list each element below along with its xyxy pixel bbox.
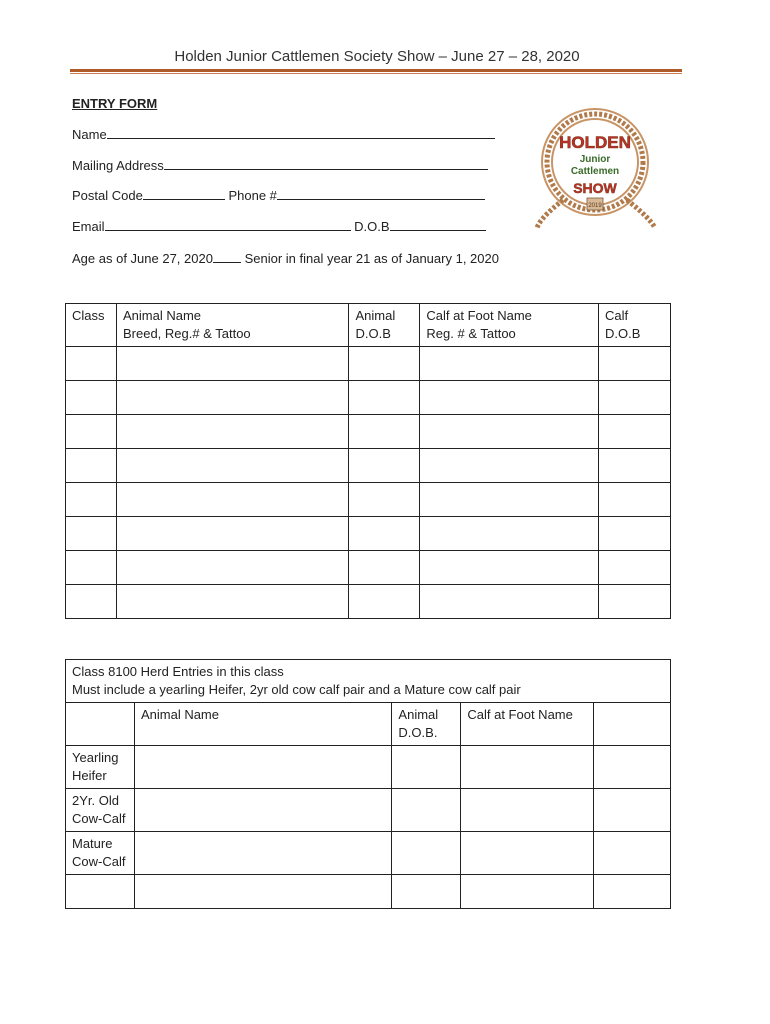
age-field[interactable]	[213, 250, 241, 263]
header-rule-thin	[70, 73, 682, 74]
header-calf-name: Calf at Foot Name Reg. # & Tattoo	[420, 304, 599, 347]
herd-row-yearling	[66, 746, 671, 789]
page-title: Holden Junior Cattlemen Society Show – June 27 – 28, 2020	[174, 48, 580, 65]
form-title: ENTRY FORM	[72, 96, 158, 111]
table-cell[interactable]	[116, 483, 348, 517]
logo-word-cattlemen: Cattlemen	[570, 166, 620, 177]
table-cell[interactable]	[420, 415, 599, 449]
table-cell[interactable]	[66, 449, 117, 483]
table-row	[66, 517, 671, 551]
table-cell[interactable]	[66, 483, 117, 517]
herd-header-empty	[66, 703, 135, 746]
herd-title: Class 8100 Herd Entries in this class Must include a yearling Heifer, 2yr old cow calf pair and a Mature cow calf pair	[66, 660, 671, 703]
table-row	[66, 483, 671, 517]
logo-word-holden: HOLDEN	[559, 133, 631, 152]
table-cell[interactable]	[66, 551, 117, 585]
dob-label: D.O.B	[354, 219, 390, 234]
table-cell[interactable]	[420, 585, 599, 619]
name-row	[72, 126, 495, 142]
header-animal-dob: Animal D.O.B	[349, 304, 420, 347]
table-cell[interactable]	[116, 551, 348, 585]
age-label: Age as of June 27, 2020	[72, 251, 213, 266]
table-cell[interactable]	[349, 551, 420, 585]
table-row	[66, 415, 671, 449]
table-cell[interactable]	[134, 875, 391, 909]
email-row	[72, 218, 486, 234]
table-cell[interactable]	[349, 347, 420, 381]
table-row	[66, 585, 671, 619]
table-cell[interactable]	[420, 347, 599, 381]
table-cell[interactable]	[461, 875, 594, 909]
herd-row-2yr	[66, 789, 671, 832]
table-cell[interactable]	[349, 415, 420, 449]
table-cell[interactable]	[420, 483, 599, 517]
table-cell[interactable]	[116, 517, 348, 551]
table-cell[interactable]	[420, 381, 599, 415]
table-cell[interactable]	[599, 449, 671, 483]
table-cell[interactable]	[66, 517, 117, 551]
table-cell[interactable]	[594, 832, 671, 875]
table-cell[interactable]	[66, 415, 117, 449]
herd-header-row	[66, 703, 671, 746]
logo-word-show: SHOW	[573, 180, 617, 196]
address-field[interactable]	[164, 157, 488, 170]
herd-title-row	[66, 660, 671, 703]
header-class: Class	[66, 304, 117, 347]
herd-table	[65, 659, 671, 909]
table-cell[interactable]	[392, 832, 461, 875]
table-cell[interactable]	[116, 449, 348, 483]
table-cell[interactable]	[599, 517, 671, 551]
herd-row-empty	[66, 875, 671, 909]
table-cell[interactable]	[66, 875, 135, 909]
table-cell[interactable]	[461, 789, 594, 832]
phone-field[interactable]	[277, 187, 485, 200]
entry-table-header	[66, 304, 671, 347]
table-cell[interactable]	[134, 789, 391, 832]
table-cell[interactable]	[599, 415, 671, 449]
table-cell[interactable]	[349, 517, 420, 551]
phone-label: Phone #	[228, 188, 277, 203]
senior-label: Senior in final year 21 as of January 1, 2020	[244, 251, 499, 266]
herd-header-animal-name: Animal Name	[134, 703, 391, 746]
table-cell[interactable]	[392, 875, 461, 909]
table-cell[interactable]	[599, 347, 671, 381]
postal-phone-row	[72, 187, 485, 203]
table-cell[interactable]	[420, 517, 599, 551]
table-cell[interactable]	[599, 483, 671, 517]
herd-header-calf-dob	[594, 703, 671, 746]
table-cell[interactable]	[134, 832, 391, 875]
table-cell[interactable]	[116, 347, 348, 381]
name-field[interactable]	[107, 126, 495, 139]
header-rule	[70, 69, 682, 72]
email-label: Email	[72, 219, 105, 234]
herd-header-animal-dob: Animal D.O.B.	[392, 703, 461, 746]
row-label: Mature Cow-Calf	[66, 832, 135, 875]
postal-field[interactable]	[143, 187, 225, 200]
table-cell[interactable]	[66, 585, 117, 619]
table-row	[66, 551, 671, 585]
table-cell[interactable]	[349, 483, 420, 517]
herd-row-mature	[66, 832, 671, 875]
table-cell[interactable]	[420, 551, 599, 585]
header-animal-name: Animal Name Breed, Reg.# & Tattoo	[116, 304, 348, 347]
logo-word-junior: Junior	[579, 154, 611, 165]
postal-label: Postal Code	[72, 188, 143, 203]
table-cell[interactable]	[116, 381, 348, 415]
table-cell[interactable]	[420, 449, 599, 483]
table-cell[interactable]	[594, 789, 671, 832]
row-label: Yearling Heifer	[66, 746, 135, 789]
dob-field[interactable]	[390, 218, 486, 231]
table-cell[interactable]	[349, 585, 420, 619]
header-calf-dob: Calf D.O.B	[599, 304, 671, 347]
table-row	[66, 381, 671, 415]
entry-table	[65, 303, 671, 619]
table-row	[66, 347, 671, 381]
holden-show-logo	[535, 100, 657, 230]
table-cell[interactable]	[134, 746, 391, 789]
table-cell[interactable]	[66, 347, 117, 381]
table-cell[interactable]	[392, 789, 461, 832]
table-cell[interactable]	[349, 381, 420, 415]
row-label: 2Yr. Old Cow-Calf	[66, 789, 135, 832]
table-cell[interactable]	[392, 746, 461, 789]
table-cell[interactable]	[66, 381, 117, 415]
table-cell[interactable]	[461, 832, 594, 875]
table-cell[interactable]	[599, 381, 671, 415]
name-label: Name	[72, 127, 107, 142]
table-cell[interactable]	[599, 585, 671, 619]
table-cell[interactable]	[594, 746, 671, 789]
table-cell[interactable]	[349, 449, 420, 483]
address-row	[72, 157, 488, 173]
email-field[interactable]	[105, 218, 351, 231]
table-cell[interactable]	[461, 746, 594, 789]
table-cell[interactable]	[116, 415, 348, 449]
table-cell[interactable]	[594, 875, 671, 909]
address-label: Mailing Address	[72, 158, 164, 173]
table-cell[interactable]	[599, 551, 671, 585]
table-row	[66, 449, 671, 483]
logo-year: 2019	[588, 203, 602, 209]
herd-header-calf-name: Calf at Foot Name	[461, 703, 594, 746]
age-row	[72, 250, 499, 266]
table-cell[interactable]	[116, 585, 348, 619]
